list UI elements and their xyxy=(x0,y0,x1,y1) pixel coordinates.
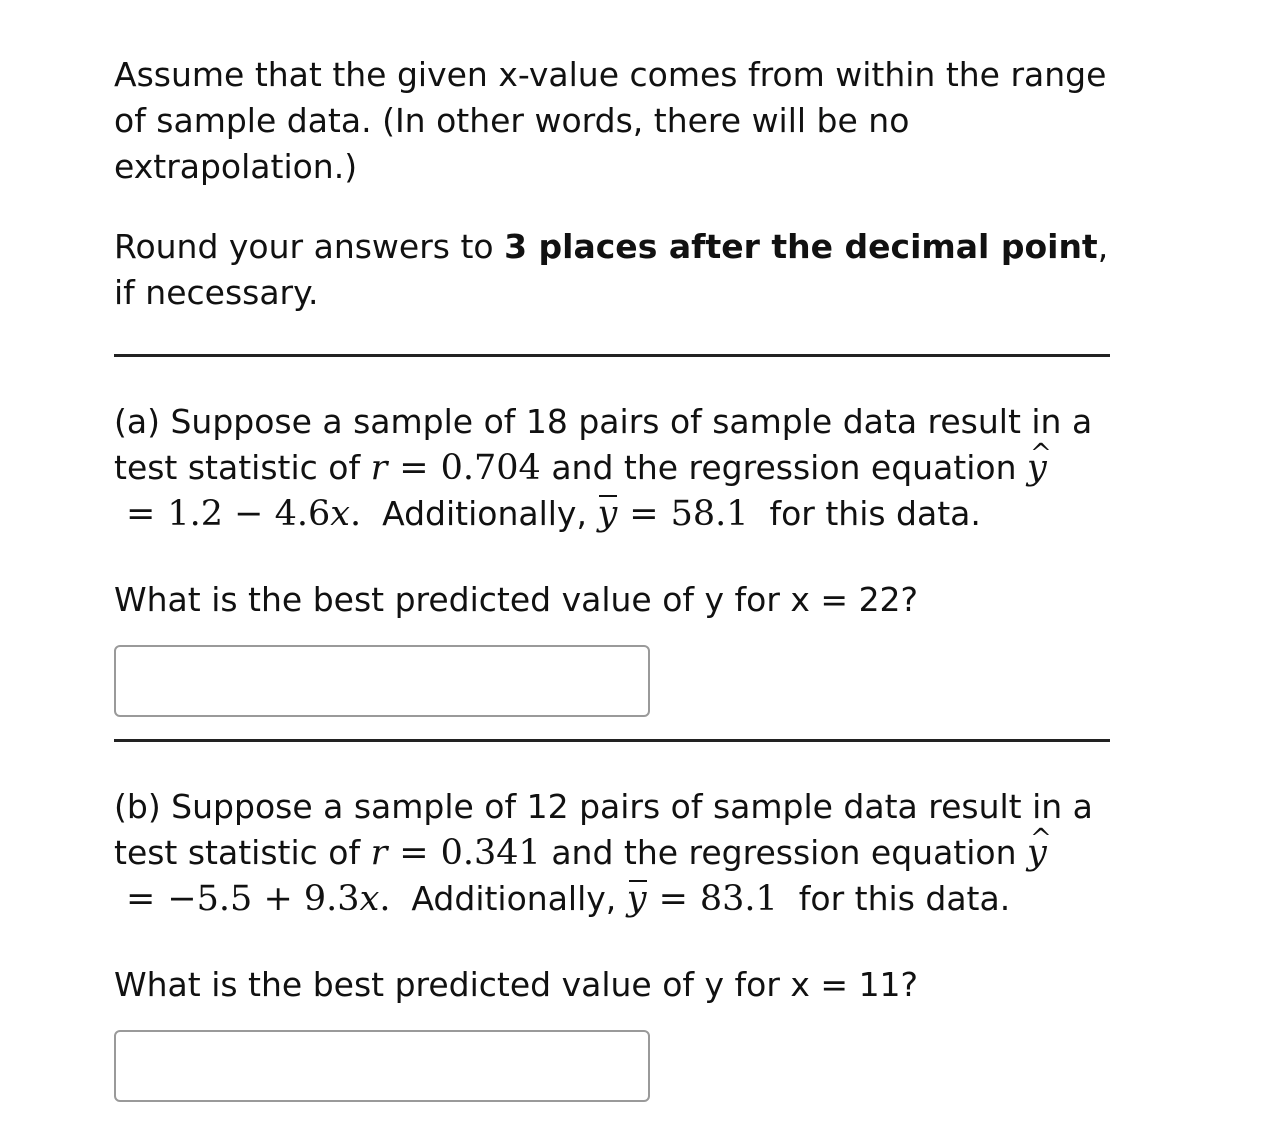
part-b-r-expression xyxy=(371,833,541,873)
divider-top xyxy=(114,354,1110,357)
part-b-equation-rhs: −5.5 + 9.3 xyxy=(167,879,360,919)
part-b-period: . xyxy=(379,879,391,919)
part-b-x-var: x xyxy=(359,879,380,919)
part-a-x-var: x xyxy=(330,494,350,534)
part-b-ybar: y xyxy=(627,876,647,922)
part-a-tail: for this data. xyxy=(748,494,981,533)
part-b-ybar-value: 83.1 xyxy=(699,879,778,919)
part-a-ybar-expression xyxy=(597,494,748,534)
part-a-lead: (a) Suppose a sample of 18 pairs of sample data result in a test statistic of xyxy=(114,402,1093,487)
part-a-equals: = xyxy=(126,494,156,534)
part-a-additionally: Additionally, xyxy=(361,494,598,533)
part-a-ybar-value: 58.1 xyxy=(670,494,749,534)
part-b-answer-input[interactable] xyxy=(114,1030,650,1102)
part-b-yhat: ^ y xyxy=(1027,830,1047,876)
rounding-prefix: Round your answers to xyxy=(114,227,505,266)
part-b-lead: (b) Suppose a sample of 12 pairs of sample data result in a test statistic of xyxy=(114,787,1093,872)
part-b-r-value: 0.341 xyxy=(440,833,541,873)
part-b-additionally: Additionally, xyxy=(390,879,627,918)
part-a-period: . xyxy=(349,494,362,534)
part-a-ybar-equals: = xyxy=(629,494,659,534)
part-b-r-var: r xyxy=(370,833,388,873)
part-a-r-var: r xyxy=(370,448,388,488)
part-b-mid: and the regression equation xyxy=(540,833,1028,872)
assumption-text: Assume that the given x-value comes from within the range of sample data. (In other words, there will be no extrapolation.) xyxy=(114,55,1107,186)
divider-middle xyxy=(114,739,1110,742)
rounding-bold: 3 places after the decimal point xyxy=(504,227,1098,266)
part-b-ybar-equals: = xyxy=(658,879,688,919)
part-b-ybar-expression xyxy=(627,879,778,919)
part-b-question: What is the best predicted value of y for x = 11? xyxy=(114,965,919,1004)
question-page xyxy=(114,52,1110,1102)
part-a-r-value: 0.704 xyxy=(440,448,541,488)
part-a xyxy=(114,399,1110,717)
part-a-mid: and the regression equation xyxy=(540,448,1028,487)
part-b-statement xyxy=(114,784,1110,922)
part-a-equation-rhs: 1.2 − 4.6 xyxy=(167,494,331,534)
part-b-tail: for this data. xyxy=(777,879,1011,918)
part-a-statement xyxy=(114,399,1110,537)
part-b-r-equals: = xyxy=(399,833,429,873)
part-a-yhat: ^ y xyxy=(1027,445,1047,491)
rounding-suffix: , if necessary. xyxy=(114,227,1109,312)
part-a-r-equals: = xyxy=(399,448,429,488)
part-b xyxy=(114,784,1110,1102)
part-a-answer-input[interactable] xyxy=(114,645,650,717)
rounding-instruction xyxy=(114,224,1110,316)
part-a-ybar: y xyxy=(597,491,617,537)
part-a-question: What is the best predicted value of y for x = 22? xyxy=(114,580,919,619)
part-b-equals: = xyxy=(126,879,156,919)
part-a-r-expression xyxy=(371,448,541,488)
